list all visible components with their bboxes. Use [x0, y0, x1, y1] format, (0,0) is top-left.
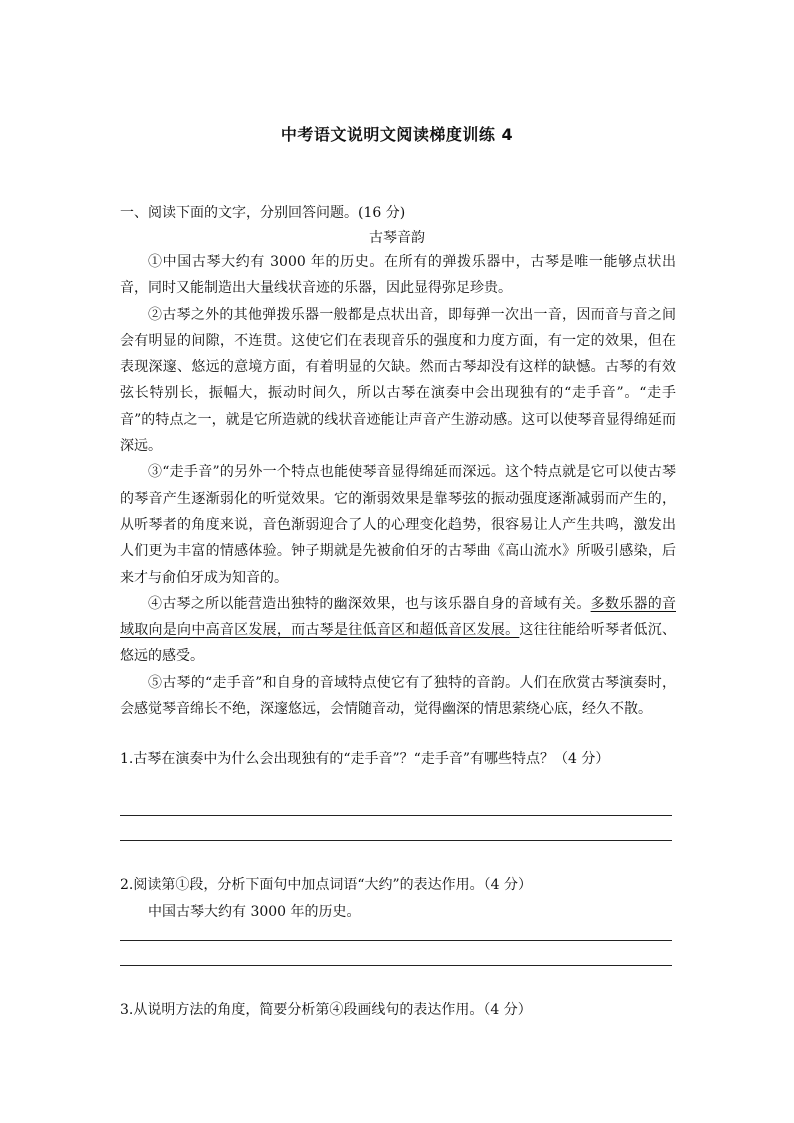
paragraph-1: ①中国古琴大约有 3000 年的历史。在所有的弹拨乐器中，古琴是唯一能够点状出音，同时又能制造出大量线状音迹的乐器，因此显得弥足珍贵。 [120, 254, 676, 297]
answer-line-q1-1[interactable] [120, 815, 672, 816]
document-title: 中考语文说明文阅读梯度训练 4 [280, 125, 514, 144]
paragraph-5: ⑤古琴的“走手音”和自身的音域特点使它有了独特的音韵。人们在欣赏古琴演奏时，会感觉琴音绵长不绝，深邃悠远，会情随音动，觉得幽深的情思萦绕心底，经久不散。 [120, 674, 676, 718]
question-2-sentence: 中国古琴大约有 3000 年的历史。 [148, 904, 361, 920]
answer-line-q2-1[interactable] [120, 940, 672, 941]
paragraph-4-tail: 这往往能给听琴者低沉、悠远的感受。 [120, 622, 677, 665]
paragraph-4-lead: ④古琴之所以能营造出独特的幽深效果，也与该乐器自身的音域有关。 [148, 595, 591, 612]
answer-line-q1-2[interactable] [120, 840, 672, 841]
underlined-sentence: 多数乐器的音域取向是向中高音区发展，而古琴是往低音区和超低音区发展。 [120, 595, 676, 639]
question-1: 1.古琴在演奏中为什么会出现独有的“走手音”？“走手音”有哪些特点？（4 分） [120, 751, 610, 767]
passage-body [120, 249, 676, 722]
question-3: 3.从说明方法的角度，简要分析第④段画线句的表达作用。（4 分） [120, 1002, 532, 1018]
paragraph-4 [120, 591, 676, 670]
answer-line-q2-2[interactable] [120, 965, 672, 966]
section-heading: 一、阅读下面的文字，分别回答问题。(16 分) [120, 205, 406, 221]
passage-title: 古琴音韵 [369, 230, 425, 246]
question-2: 2.阅读第①段，分析下面句中加点词语“大约”的表达作用。（4 分） [120, 877, 533, 893]
paragraph-2: ②古琴之外的其他弹拨乐器一般都是点状出音，即每弹一次出一音，因而音与音之间会有明显的间隙，不连贯。这使它们在表现音乐的强度和力度方面，有一定的效果，但在表现深邃、悠远的意境方面，有着明显的欠缺。然而古琴却没有这样的缺憾。古琴的有效弦长特别长，振幅大，振动时间久，所以古琴在演奏中会出现独有的“走手音”。“走手音”的特点之一，就是它所造就的线状音迹能让声音产生游动感。这可以使琴音显得绵延而深远。 [120, 306, 676, 455]
paragraph-3: ③“走手音”的另外一个特点也能使琴音显得绵延而深远。这个特点就是它可以使古琴的琴音产生逐渐弱化的听觉效果。它的渐弱效果是靠琴弦的振动强度逐渐减弱而产生的，从听琴者的角度来说，音色渐弱迎合了人的心理变化趋势，很容易让人产生共鸣，激发出人们更为丰富的情感体验。钟子期就是先被俞伯牙的古琴曲《高山流水》所吸引感染，后来才与俞伯牙成为知音的。 [120, 464, 676, 586]
